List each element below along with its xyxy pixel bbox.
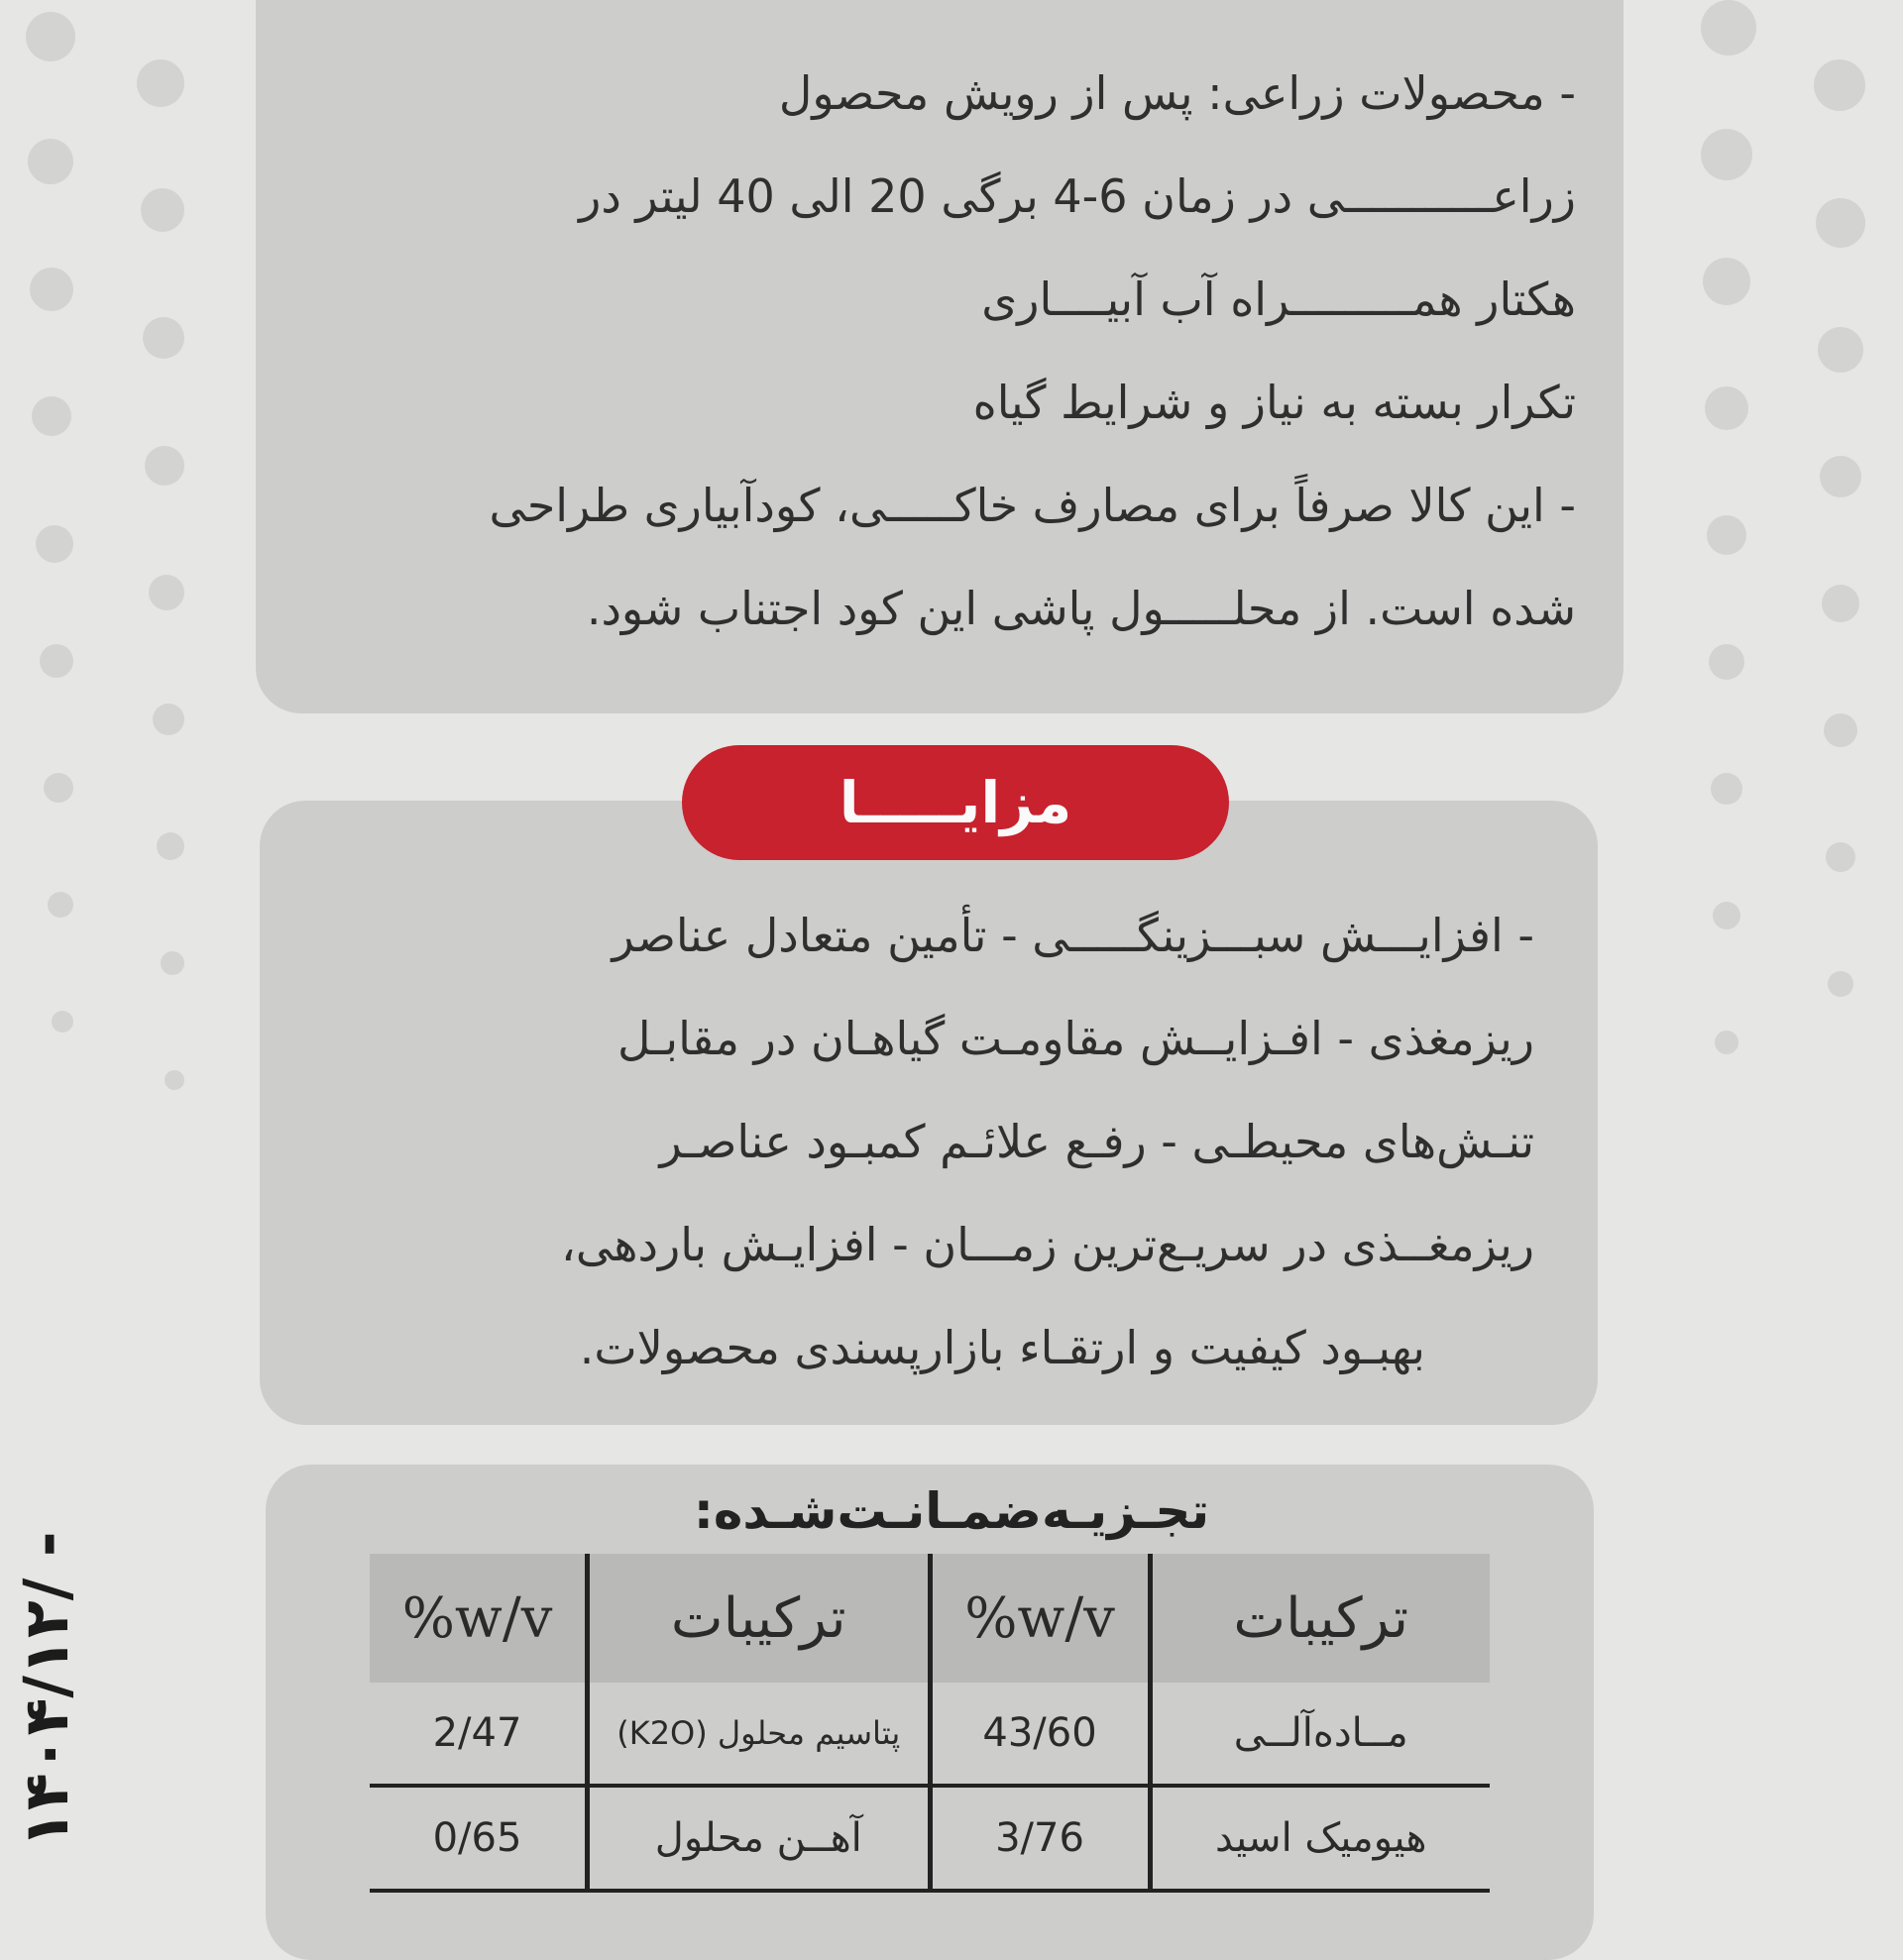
decorative-dot [149,575,184,610]
column-header-percent: w/v% [370,1554,588,1683]
decorative-dot [28,139,73,184]
decorative-dot [145,446,184,486]
compound-name: آهــن محلول [588,1786,930,1891]
decorative-dot [44,773,73,803]
decorative-dot [1701,0,1756,55]
decorative-dot [36,525,73,563]
decorative-dot [1713,902,1740,929]
decorative-dot [26,12,75,61]
usage-line: - محصولات زراعی: پس از رویش محصول [778,66,1576,120]
decorative-dot [52,1011,73,1033]
benefits-line: تنـش‌های محیطـی - رفـع علائـم کمبـود عناصـر [659,1115,1534,1168]
benefits-line: ریزمغذی - افـزایــش مقاومـت گیاهـان در مقابـل [616,1012,1534,1065]
compound-value: 3/76 [930,1786,1150,1891]
decorative-dot [143,317,184,359]
decorative-dot [1822,585,1859,622]
decorative-dot [1715,1031,1738,1054]
decorative-dot [1820,456,1861,497]
benefits-line: - افزایـــش سبـــزینگـــــی - تأمین متعادل عناصر [612,909,1534,962]
decorative-dot [48,892,73,918]
benefits-heading-badge: مزایـــــا [682,745,1229,860]
decorative-dot [1816,198,1865,248]
decorative-dot [165,1070,184,1090]
decorative-dot [153,704,184,735]
analysis-title: تجـزیـه‌ضمـانـت‌شـده: [693,1482,1210,1540]
decorative-dot [161,951,184,975]
decorative-dot [1701,129,1752,180]
handwritten-date-note: ۱۴۰۴/۱۲/ - [10,1531,82,1848]
benefits-text [345,884,1534,1399]
column-header-percent: w/v% [930,1554,1150,1683]
table-header-row [370,1554,1490,1683]
benefits-line: بهبـود کیفیت و ارتقـاء بازارپسندی محصولات. [579,1321,1425,1374]
decorative-dot [1711,773,1742,805]
decorative-dot [30,268,73,311]
benefits-line: ریزمغــذی در سریـع‌ترین زمـــان - افزایـش باردهی، [561,1218,1534,1271]
decorative-dot [1707,515,1746,555]
decorative-dot [137,59,184,107]
column-header-compounds: ترکیبات [1150,1554,1490,1683]
composition-table [370,1554,1490,1893]
usage-line: زراعـــــــــــی در زمان 6-4 برگی 20 الی 40 لیتر در [579,169,1576,223]
compound-value: 43/60 [930,1683,1150,1786]
usage-line: هکتار همـــــــــراه آب آبیــــاری [981,272,1576,326]
compound-name: مــاده‌آلــی [1150,1683,1490,1786]
decorative-dot [141,188,184,232]
decorative-dot [1824,713,1857,747]
compound-name: هیومیک اسید [1150,1786,1490,1891]
compound-value: 0/65 [370,1786,588,1891]
table-row [370,1786,1490,1891]
decorative-dot [1818,327,1863,373]
usage-line: - این کالا صرفاً برای مصارف خاکـــــی، کودآبیاری طراحی [489,479,1576,532]
compound-value: 2/47 [370,1683,588,1786]
decorative-dot [1814,59,1865,111]
decorative-dot [1828,971,1853,997]
table-row [370,1683,1490,1786]
usage-line: شده است. از محلـــــول پاشی این کود اجتناب شود. [586,582,1576,635]
compound-name: پتاسیم محلول (K2O) [588,1683,930,1786]
column-header-compounds: ترکیبات [588,1554,930,1683]
usage-instructions-text [347,42,1576,660]
decorative-dot [1826,842,1855,872]
decorative-dot [40,644,73,678]
decorative-dot [1703,258,1750,305]
decorative-dot [1705,386,1748,430]
usage-line: تکرار بسته به نیاز و شرایط گیاه [972,376,1576,429]
decorative-dot [157,832,184,860]
decorative-dot [32,396,71,436]
decorative-dot [1709,644,1744,680]
